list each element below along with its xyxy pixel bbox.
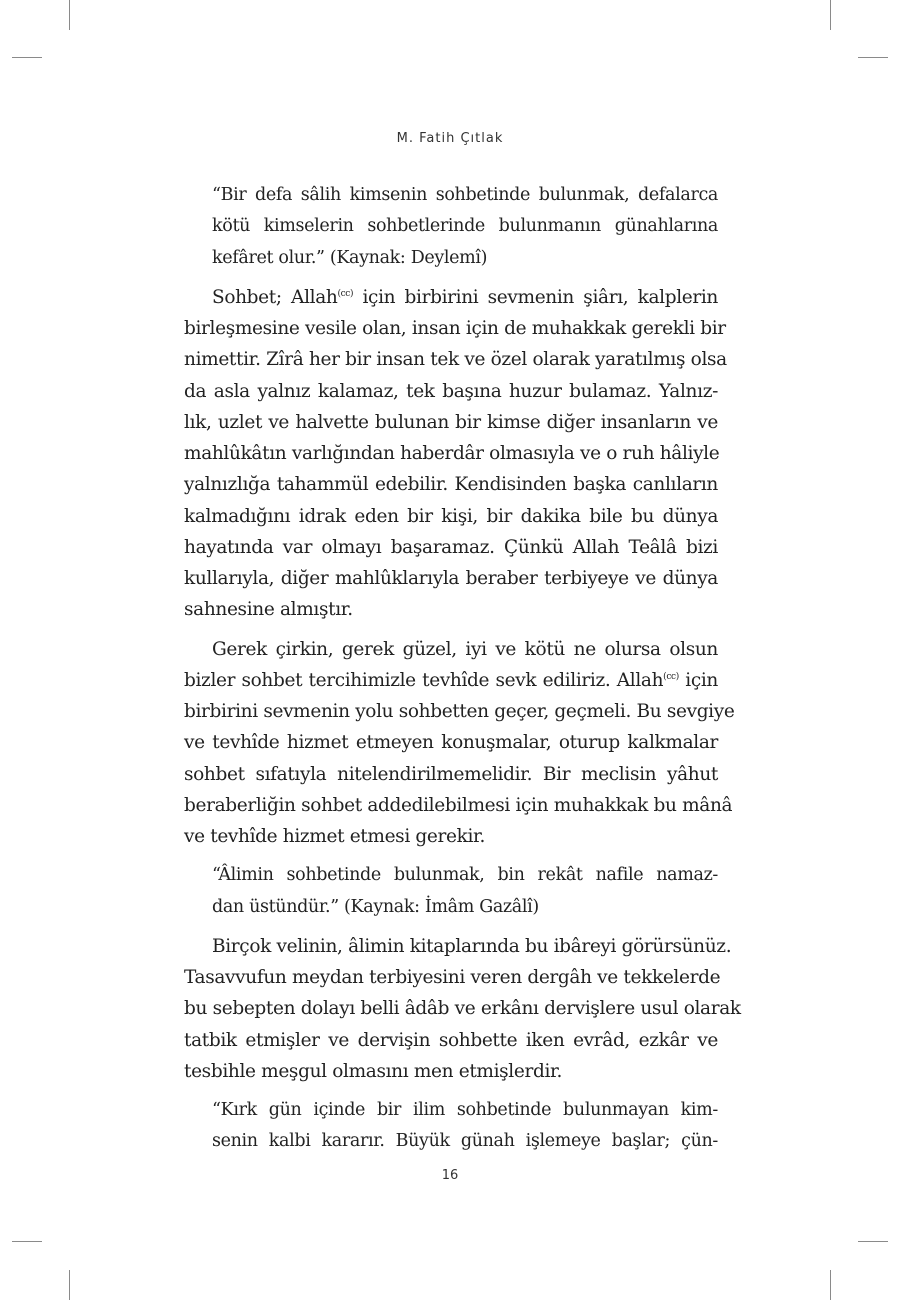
paragraph-line [184,665,718,696]
paragraph-line: Tasavvufun meydan terbiyesini veren dergâh ve tekkelerde [184,967,721,988]
paragraph-line: yalnızlığa tahammül edebilir. Kendisinden başka canlıların [184,474,718,496]
paragraph-line: kalmadığını idrak eden bir kişi, bir dakika bile bu dünya [184,505,718,527]
text-run: bizler sohbet tercihimizle tevhîde sevk ediliriz. Allah [184,669,664,691]
paragraph-gerek [184,634,735,853]
text-run: için [678,669,718,691]
text-run: için birbirini sevmenin şiârı, kalplerin [353,286,718,308]
paragraph-line: lık, uzlet ve halvette bulunan bir kimse diğer insanların ve [184,411,718,433]
quote-line: “Bir defa sâlih kimsenin sohbetinde bulunmak, defalarca [212,185,718,205]
quote-kirk-gun [184,1095,718,1158]
paragraph-line: bu sebepten dolayı belli âdâb ve erkânı dervişlere usul olarak [184,998,741,1020]
paragraph-line: beraberliğin sohbet addedilebilmesi için muhakkak bu mânâ [184,794,733,816]
paragraph-line: Gerek çirkin, gerek güzel, iyi ve kötü ne olursa olsun [212,638,718,660]
paragraph-line: birbirini sevmenin yolu sohbetten geçer, geçmeli. Bu sevgiye [184,701,735,722]
quote-line: dan üstündür.” (Kaynak: İmâm Gazâlî) [212,896,539,917]
paragraph-line: mahlûkâtın varlığından haberdâr olmasıyla ve o ruh hâliyle [184,443,720,464]
quote-line: “Âlimin sohbetinde bulunmak, bin rekât nafile namaz- [212,865,718,886]
superscript-cc: (cc) [663,671,679,682]
paragraph-line: kullarıyla, diğer mahlûklarıyla beraber terbiyeye ve dünya [184,568,718,589]
paragraph-line: nimettir. Zîrâ her bir insan tek ve özel olarak yaratılmış olsa [184,349,727,371]
crop-mark-bottom-right [830,1270,831,1300]
crop-mark-left-top [12,57,42,58]
crop-mark-right-top [858,57,888,58]
crop-mark-top-right [830,0,831,30]
crop-mark-bottom-left [69,1270,70,1300]
paragraph-line: tesbihle meşgul olmasını men etmişlerdir. [184,1060,563,1082]
paragraph-sohbet [184,282,727,626]
quote-line: “Kırk gün içinde bir ilim sohbetinde bulunmayan kim- [212,1100,718,1120]
paragraph-line: ve tevhîde hizmet etmeyen konuşmalar, oturup kalkmalar [184,732,718,754]
quote-line: kefâret olur.” (Kaynak: Deylemî) [212,247,488,268]
paragraph-line: sahnesine almıştır. [184,599,353,621]
paragraph-line: sohbet sıfatıyla nitelendirilmemelidir. Bir meclisin yâhut [184,763,718,785]
paragraph-bircok [184,931,741,1087]
paragraph-line: Birçok velinin, âlimin kitaplarında bu ibâreyi görürsünüz. [212,935,732,957]
quote-line: kötü kimselerin sohbetlerinde bulunmanın günahlarına [212,216,718,237]
quote-gazali [184,860,718,923]
text-run: Sohbet; Allah [212,286,338,308]
running-head: M. Fatih Çıtlak [396,131,504,146]
quote-line: senin kalbi kararır. Büyük günah işlemeye başlar; çün- [212,1131,718,1152]
paragraph-line: tatbik etmişler ve dervişin sohbette iken evrâd, ezkâr ve [184,1029,718,1051]
paragraph-line: da asla yalnız kalamaz, tek başına huzur bulamaz. Yalnız- [184,380,718,402]
crop-mark-right-bottom [858,1241,888,1242]
paragraph-line: ve tevhîde hizmet etmesi gerekir. [184,826,486,847]
paragraph-line: birleşmesine vesile olan, insan için de muhakkak gerekli bir [184,318,726,339]
page-body [184,180,741,1158]
crop-mark-top-left [69,0,70,30]
paragraph-line [184,282,718,313]
quote-deylemi [184,180,718,274]
superscript-cc: (cc) [337,288,354,299]
crop-mark-left-bottom [12,1241,42,1242]
page-number: 16 [441,1168,459,1183]
paragraph-line: hayatında var olmayı başaramaz. Çünkü Allah Teâlâ bizi [184,536,718,558]
